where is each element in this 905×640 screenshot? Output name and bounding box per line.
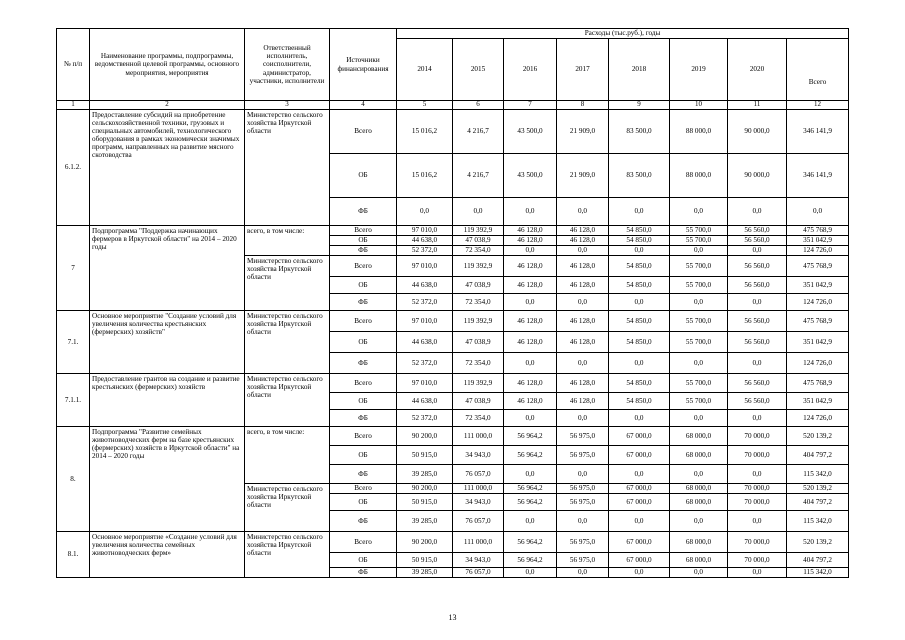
row-value: 119 392,9 bbox=[453, 311, 504, 332]
column-number: 5 bbox=[397, 101, 453, 110]
row-value: 46 128,0 bbox=[504, 277, 557, 294]
row-value: 46 128,0 bbox=[557, 374, 609, 393]
row-value: 90 000,0 bbox=[728, 110, 787, 154]
row-value: 520 139,2 bbox=[787, 484, 849, 494]
row-value: 46 128,0 bbox=[504, 236, 557, 246]
row-value: 50 915,0 bbox=[397, 494, 453, 511]
row-number: 8.1. bbox=[57, 532, 90, 578]
row-source: ФБ bbox=[330, 568, 397, 578]
row-source: ФБ bbox=[330, 410, 397, 427]
row-value: 70 000,0 bbox=[728, 532, 787, 553]
row-value: 0,0 bbox=[557, 568, 609, 578]
row-value: 351 042,9 bbox=[787, 277, 849, 294]
row-name: Подпрограмма "Развитие семейных животноводческих ферм на базе крестьянских (фермерских) хозяйств в Иркутской области" на 2014 – 2020 годы bbox=[90, 427, 245, 532]
row-source: ОБ bbox=[330, 446, 397, 465]
row-value: 0,0 bbox=[728, 246, 787, 256]
row-number: 7.1. bbox=[57, 311, 90, 374]
row-value: 47 038,9 bbox=[453, 332, 504, 353]
row-value: 119 392,9 bbox=[453, 256, 504, 277]
column-number: 4 bbox=[330, 101, 397, 110]
row-value: 46 128,0 bbox=[557, 256, 609, 277]
row-value: 404 797,2 bbox=[787, 553, 849, 568]
header-year: 2016 bbox=[504, 39, 557, 101]
row-value: 56 975,0 bbox=[557, 427, 609, 446]
row-value: 56 560,0 bbox=[728, 256, 787, 277]
row-value: 0,0 bbox=[557, 246, 609, 256]
row-value: 111 000,0 bbox=[453, 532, 504, 553]
row-value: 0,0 bbox=[670, 511, 728, 532]
row-value: 39 285,0 bbox=[397, 465, 453, 484]
row-value: 475 768,9 bbox=[787, 311, 849, 332]
row-value: 475 768,9 bbox=[787, 256, 849, 277]
row-source: Всего bbox=[330, 226, 397, 236]
row-name: Подпрограмма "Поддержка начинающих фермеров в Иркутской области" на 2014 – 2020 годы bbox=[90, 226, 245, 311]
row-source: ФБ bbox=[330, 246, 397, 256]
table-row bbox=[57, 374, 849, 393]
row-value: 54 850,0 bbox=[609, 393, 670, 410]
row-value: 90 200,0 bbox=[397, 427, 453, 446]
row-value: 124 726,0 bbox=[787, 410, 849, 427]
table-row bbox=[57, 532, 849, 553]
row-value: 56 964,2 bbox=[504, 532, 557, 553]
row-responsible: Министерство сельского хозяйства Иркутской области bbox=[245, 374, 330, 427]
row-value: 50 915,0 bbox=[397, 553, 453, 568]
row-value: 46 128,0 bbox=[557, 311, 609, 332]
row-value: 0,0 bbox=[504, 511, 557, 532]
row-value: 68 000,0 bbox=[670, 553, 728, 568]
row-value: 0,0 bbox=[504, 353, 557, 374]
row-value: 0,0 bbox=[609, 410, 670, 427]
row-value: 68 000,0 bbox=[670, 484, 728, 494]
header-year: 2019 bbox=[670, 39, 728, 101]
row-value: 55 700,0 bbox=[670, 226, 728, 236]
row-number: 7.1.1. bbox=[57, 374, 90, 427]
row-value: 97 010,0 bbox=[397, 374, 453, 393]
row-value: 88 000,0 bbox=[670, 110, 728, 154]
row-source: ФБ bbox=[330, 353, 397, 374]
row-value: 55 700,0 bbox=[670, 256, 728, 277]
row-value: 0,0 bbox=[609, 353, 670, 374]
row-value: 56 975,0 bbox=[557, 494, 609, 511]
row-value: 54 850,0 bbox=[609, 277, 670, 294]
row-value: 47 038,9 bbox=[453, 393, 504, 410]
row-name: Основное мероприятие «Создание условий для увеличения количества семейных животноводческих ферм» bbox=[90, 532, 245, 578]
row-value: 111 000,0 bbox=[453, 484, 504, 494]
row-value: 0,0 bbox=[728, 568, 787, 578]
column-number: 6 bbox=[453, 101, 504, 110]
row-value: 70 000,0 bbox=[728, 484, 787, 494]
row-source: Всего bbox=[330, 110, 397, 154]
row-value: 90 200,0 bbox=[397, 532, 453, 553]
row-value: 15 016,2 bbox=[397, 154, 453, 198]
table-row bbox=[57, 110, 849, 154]
row-value: 56 560,0 bbox=[728, 226, 787, 236]
row-value: 0,0 bbox=[670, 294, 728, 311]
row-value: 0,0 bbox=[728, 198, 787, 226]
row-value: 0,0 bbox=[557, 198, 609, 226]
row-value: 90 200,0 bbox=[397, 484, 453, 494]
row-value: 0,0 bbox=[453, 198, 504, 226]
row-value: 72 354,0 bbox=[453, 410, 504, 427]
column-number: 11 bbox=[728, 101, 787, 110]
row-value: 0,0 bbox=[557, 294, 609, 311]
row-source: ОБ bbox=[330, 332, 397, 353]
row-value: 21 909,0 bbox=[557, 110, 609, 154]
row-value: 83 500,0 bbox=[609, 110, 670, 154]
column-number: 1 bbox=[57, 101, 90, 110]
row-value: 0,0 bbox=[609, 198, 670, 226]
row-responsible: Министерство сельского хозяйства Иркутской области bbox=[245, 256, 330, 311]
row-value: 0,0 bbox=[670, 246, 728, 256]
row-value: 70 000,0 bbox=[728, 494, 787, 511]
page-number: 13 bbox=[448, 613, 457, 622]
row-value: 4 216,7 bbox=[453, 154, 504, 198]
row-value: 0,0 bbox=[670, 198, 728, 226]
row-value: 44 638,0 bbox=[397, 332, 453, 353]
row-value: 55 700,0 bbox=[670, 311, 728, 332]
row-name: Предоставление грантов на создание и развитие крестьянских (фермерских) хозяйств bbox=[90, 374, 245, 427]
row-value: 34 943,0 bbox=[453, 553, 504, 568]
column-number: 12 bbox=[787, 101, 849, 110]
table-row bbox=[57, 427, 849, 446]
row-value: 404 797,2 bbox=[787, 494, 849, 511]
row-value: 0,0 bbox=[397, 198, 453, 226]
header-expenses: Расходы (тыс.руб.), годы bbox=[397, 29, 849, 39]
row-value: 15 016,2 bbox=[397, 110, 453, 154]
row-value: 88 000,0 bbox=[670, 154, 728, 198]
table-body bbox=[57, 29, 849, 578]
row-source: ОБ bbox=[330, 154, 397, 198]
row-value: 0,0 bbox=[504, 294, 557, 311]
row-value: 72 354,0 bbox=[453, 246, 504, 256]
row-source: ФБ bbox=[330, 511, 397, 532]
table-row bbox=[57, 226, 849, 236]
table-row bbox=[57, 311, 849, 332]
column-number: 3 bbox=[245, 101, 330, 110]
row-value: 56 964,2 bbox=[504, 446, 557, 465]
row-value: 0,0 bbox=[557, 465, 609, 484]
row-value: 54 850,0 bbox=[609, 236, 670, 246]
row-value: 124 726,0 bbox=[787, 294, 849, 311]
row-value: 475 768,9 bbox=[787, 226, 849, 236]
header-year: 2014 bbox=[397, 39, 453, 101]
row-value: 520 139,2 bbox=[787, 427, 849, 446]
row-responsible: Министерство сельского хозяйства Иркутской области bbox=[245, 484, 330, 532]
row-value: 351 042,9 bbox=[787, 332, 849, 353]
row-value: 56 560,0 bbox=[728, 236, 787, 246]
row-value: 47 038,9 bbox=[453, 236, 504, 246]
row-value: 76 057,0 bbox=[453, 511, 504, 532]
column-number: 2 bbox=[90, 101, 245, 110]
row-value: 0,0 bbox=[504, 568, 557, 578]
row-value: 70 000,0 bbox=[728, 427, 787, 446]
column-number: 10 bbox=[670, 101, 728, 110]
row-value: 54 850,0 bbox=[609, 226, 670, 236]
row-value: 46 128,0 bbox=[557, 277, 609, 294]
row-value: 55 700,0 bbox=[670, 393, 728, 410]
row-value: 56 964,2 bbox=[504, 553, 557, 568]
row-value: 67 000,0 bbox=[609, 427, 670, 446]
row-value: 55 700,0 bbox=[670, 374, 728, 393]
row-responsible: Министерство сельского хозяйства Иркутской области bbox=[245, 532, 330, 578]
header-year: 2018 bbox=[609, 39, 670, 101]
row-value: 43 500,0 bbox=[504, 110, 557, 154]
row-value: 90 000,0 bbox=[728, 154, 787, 198]
row-source: ФБ bbox=[330, 465, 397, 484]
row-value: 68 000,0 bbox=[670, 494, 728, 511]
row-value: 83 500,0 bbox=[609, 154, 670, 198]
row-value: 115 342,0 bbox=[787, 465, 849, 484]
header-year: 2015 bbox=[453, 39, 504, 101]
row-value: 44 638,0 bbox=[397, 277, 453, 294]
row-value: 0,0 bbox=[557, 353, 609, 374]
row-value: 346 141,9 bbox=[787, 154, 849, 198]
row-value: 56 975,0 bbox=[557, 553, 609, 568]
row-value: 46 128,0 bbox=[504, 393, 557, 410]
row-source: ОБ bbox=[330, 494, 397, 511]
row-responsible: Министерство сельского хозяйства Иркутской области bbox=[245, 311, 330, 374]
row-value: 56 560,0 bbox=[728, 374, 787, 393]
row-value: 72 354,0 bbox=[453, 294, 504, 311]
row-source: ОБ bbox=[330, 553, 397, 568]
row-source: ФБ bbox=[330, 198, 397, 226]
row-source: Всего bbox=[330, 427, 397, 446]
row-value: 0,0 bbox=[609, 511, 670, 532]
row-value: 44 638,0 bbox=[397, 236, 453, 246]
row-value: 346 141,9 bbox=[787, 110, 849, 154]
row-value: 46 128,0 bbox=[557, 226, 609, 236]
row-value: 0,0 bbox=[670, 353, 728, 374]
column-number: 7 bbox=[504, 101, 557, 110]
row-value: 0,0 bbox=[557, 410, 609, 427]
row-value: 56 975,0 bbox=[557, 484, 609, 494]
row-value: 55 700,0 bbox=[670, 236, 728, 246]
row-value: 97 010,0 bbox=[397, 226, 453, 236]
row-source: ОБ bbox=[330, 393, 397, 410]
row-value: 56 560,0 bbox=[728, 393, 787, 410]
row-value: 67 000,0 bbox=[609, 446, 670, 465]
row-source: ОБ bbox=[330, 277, 397, 294]
row-value: 0,0 bbox=[728, 353, 787, 374]
row-value: 67 000,0 bbox=[609, 532, 670, 553]
row-value: 54 850,0 bbox=[609, 311, 670, 332]
row-source: Всего bbox=[330, 484, 397, 494]
header-year: 2020 bbox=[728, 39, 787, 101]
row-value: 520 139,2 bbox=[787, 532, 849, 553]
row-value: 54 850,0 bbox=[609, 374, 670, 393]
row-value: 54 850,0 bbox=[609, 332, 670, 353]
row-value: 56 975,0 bbox=[557, 532, 609, 553]
row-source: Всего bbox=[330, 256, 397, 277]
row-value: 0,0 bbox=[504, 246, 557, 256]
row-value: 56 975,0 bbox=[557, 446, 609, 465]
row-value: 0,0 bbox=[670, 465, 728, 484]
row-value: 475 768,9 bbox=[787, 374, 849, 393]
row-source: ОБ bbox=[330, 236, 397, 246]
row-value: 0,0 bbox=[670, 568, 728, 578]
header-total: Всего bbox=[787, 39, 849, 101]
row-source: Всего bbox=[330, 374, 397, 393]
row-value: 0,0 bbox=[504, 465, 557, 484]
column-number: 9 bbox=[609, 101, 670, 110]
row-value: 70 000,0 bbox=[728, 446, 787, 465]
row-value: 124 726,0 bbox=[787, 353, 849, 374]
row-value: 76 057,0 bbox=[453, 568, 504, 578]
row-value: 0,0 bbox=[609, 294, 670, 311]
row-value: 52 372,0 bbox=[397, 246, 453, 256]
row-value: 351 042,9 bbox=[787, 393, 849, 410]
row-value: 0,0 bbox=[728, 511, 787, 532]
row-value: 115 342,0 bbox=[787, 511, 849, 532]
row-value: 0,0 bbox=[504, 198, 557, 226]
row-value: 46 128,0 bbox=[504, 332, 557, 353]
row-name: Предоставление субсидий на приобретение сельскохозяйственной техники, грузовых и специальных автомобилей, технологического оборудования в рамках экономически значимых программ, направленных на развитие мясного скотоводства bbox=[90, 110, 245, 226]
row-value: 97 010,0 bbox=[397, 311, 453, 332]
header-responsible: Ответственный исполнитель, соисполнители, администратор, участники, исполнители bbox=[245, 29, 330, 101]
row-value: 351 042,9 bbox=[787, 236, 849, 246]
row-value: 56 560,0 bbox=[728, 311, 787, 332]
row-value: 44 638,0 bbox=[397, 393, 453, 410]
row-value: 34 943,0 bbox=[453, 494, 504, 511]
row-value: 111 000,0 bbox=[453, 427, 504, 446]
row-value: 0,0 bbox=[787, 198, 849, 226]
row-value: 52 372,0 bbox=[397, 294, 453, 311]
row-responsible: Министерство сельского хозяйства Иркутской области bbox=[245, 110, 330, 226]
row-number: 8. bbox=[57, 427, 90, 532]
row-value: 119 392,9 bbox=[453, 226, 504, 236]
row-value: 0,0 bbox=[609, 568, 670, 578]
column-number: 8 bbox=[557, 101, 609, 110]
row-responsible: всего, в том числе: bbox=[245, 427, 330, 484]
row-value: 0,0 bbox=[609, 465, 670, 484]
row-value: 67 000,0 bbox=[609, 494, 670, 511]
row-responsible: всего, в том числе: bbox=[245, 226, 330, 256]
row-value: 46 128,0 bbox=[504, 226, 557, 236]
row-value: 46 128,0 bbox=[504, 256, 557, 277]
row-value: 46 128,0 bbox=[504, 311, 557, 332]
row-value: 55 700,0 bbox=[670, 332, 728, 353]
row-value: 56 560,0 bbox=[728, 277, 787, 294]
row-name: Основное мероприятие "Создание условий для увеличения количества крестьянских (фермерских) хозяйств" bbox=[90, 311, 245, 374]
row-value: 70 000,0 bbox=[728, 553, 787, 568]
row-value: 39 285,0 bbox=[397, 511, 453, 532]
row-value: 0,0 bbox=[728, 294, 787, 311]
row-value: 47 038,9 bbox=[453, 277, 504, 294]
row-value: 46 128,0 bbox=[557, 393, 609, 410]
header-num: № п/п bbox=[57, 29, 90, 101]
row-value: 68 000,0 bbox=[670, 446, 728, 465]
row-value: 115 342,0 bbox=[787, 568, 849, 578]
row-value: 56 560,0 bbox=[728, 332, 787, 353]
row-value: 34 943,0 bbox=[453, 446, 504, 465]
row-value: 52 372,0 bbox=[397, 410, 453, 427]
header-name: Наименование программы, подпрограммы, ведомственной целевой программы, основного мероприятия, мероприятия bbox=[90, 29, 245, 101]
row-value: 0,0 bbox=[728, 465, 787, 484]
row-value: 52 372,0 bbox=[397, 353, 453, 374]
row-value: 56 964,2 bbox=[504, 427, 557, 446]
row-value: 0,0 bbox=[670, 410, 728, 427]
row-number: 6.1.2. bbox=[57, 110, 90, 226]
row-value: 56 964,2 bbox=[504, 484, 557, 494]
row-value: 4 216,7 bbox=[453, 110, 504, 154]
row-value: 0,0 bbox=[504, 410, 557, 427]
row-value: 0,0 bbox=[557, 511, 609, 532]
row-value: 0,0 bbox=[609, 246, 670, 256]
financing-table bbox=[56, 28, 849, 578]
row-value: 76 057,0 bbox=[453, 465, 504, 484]
row-value: 54 850,0 bbox=[609, 256, 670, 277]
row-value: 68 000,0 bbox=[670, 427, 728, 446]
row-value: 0,0 bbox=[728, 410, 787, 427]
row-value: 46 128,0 bbox=[504, 374, 557, 393]
row-value: 119 392,9 bbox=[453, 374, 504, 393]
row-value: 43 500,0 bbox=[504, 154, 557, 198]
row-source: ФБ bbox=[330, 294, 397, 311]
row-value: 72 354,0 bbox=[453, 353, 504, 374]
row-value: 46 128,0 bbox=[557, 332, 609, 353]
row-value: 124 726,0 bbox=[787, 246, 849, 256]
header-sources: Источники финансирования bbox=[330, 29, 397, 101]
row-value: 404 797,2 bbox=[787, 446, 849, 465]
row-number: 7 bbox=[57, 226, 90, 311]
row-value: 67 000,0 bbox=[609, 484, 670, 494]
header-year: 2017 bbox=[557, 39, 609, 101]
row-value: 46 128,0 bbox=[557, 236, 609, 246]
row-value: 56 964,2 bbox=[504, 494, 557, 511]
row-value: 68 000,0 bbox=[670, 532, 728, 553]
row-value: 67 000,0 bbox=[609, 553, 670, 568]
row-value: 50 915,0 bbox=[397, 446, 453, 465]
row-source: Всего bbox=[330, 532, 397, 553]
row-source: Всего bbox=[330, 311, 397, 332]
row-value: 55 700,0 bbox=[670, 277, 728, 294]
column-numbers-row bbox=[57, 101, 849, 110]
row-value: 39 285,0 bbox=[397, 568, 453, 578]
row-value: 21 909,0 bbox=[557, 154, 609, 198]
row-value: 97 010,0 bbox=[397, 256, 453, 277]
